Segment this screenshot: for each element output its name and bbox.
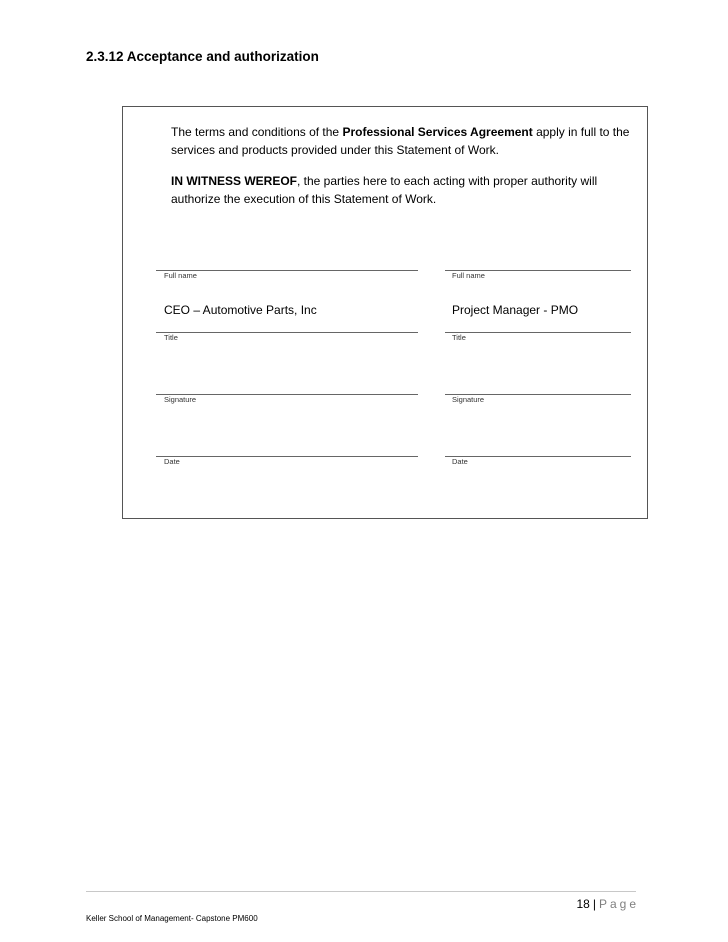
right-title-label: Title: [452, 333, 466, 342]
witness-phrase: IN WITNESS WEREOF: [171, 174, 297, 188]
page-number-value: 18: [576, 897, 590, 911]
page-word: Page: [598, 897, 639, 911]
left-signature-label: Signature: [164, 395, 197, 404]
footer-rule: [86, 891, 636, 892]
terms-paragraph: [171, 123, 629, 159]
terms-line-1-start: The terms and conditions of the: [171, 125, 343, 139]
terms-line-2: services and products provided under this Statement of Work.: [171, 143, 499, 157]
witness-line-1: [171, 172, 597, 190]
left-date-label: Date: [164, 457, 180, 466]
left-title-label: Title: [164, 333, 178, 342]
witness-paragraph: [171, 172, 597, 208]
witness-line-2: authorize the execution of this Statement of Work.: [171, 192, 437, 206]
section-heading: 2.3.12 Acceptance and authorization: [86, 49, 319, 64]
right-signature-label: Signature: [452, 395, 485, 404]
left-fullname-label: Full name: [164, 271, 197, 280]
page-separator: |: [592, 897, 596, 911]
right-date-line: [445, 456, 631, 457]
terms-line-1-end: apply in full to the: [532, 125, 630, 139]
left-date-line: [156, 456, 418, 457]
agreement-name: Professional Services Agreement: [342, 125, 533, 139]
left-title-line: [156, 332, 418, 333]
left-title-value: CEO – Automotive Parts, Inc: [164, 303, 317, 317]
terms-line-1: [171, 123, 629, 141]
witness-line-1-end: , the parties here to each acting with proper authority will: [297, 174, 598, 188]
footer-text: Keller School of Management- Capstone PM600: [86, 914, 258, 923]
page-number: [576, 897, 639, 911]
right-title-value: Project Manager - PMO: [452, 303, 579, 317]
right-fullname-label: Full name: [452, 271, 485, 280]
right-date-label: Date: [452, 457, 468, 466]
right-title-line: [445, 332, 631, 333]
